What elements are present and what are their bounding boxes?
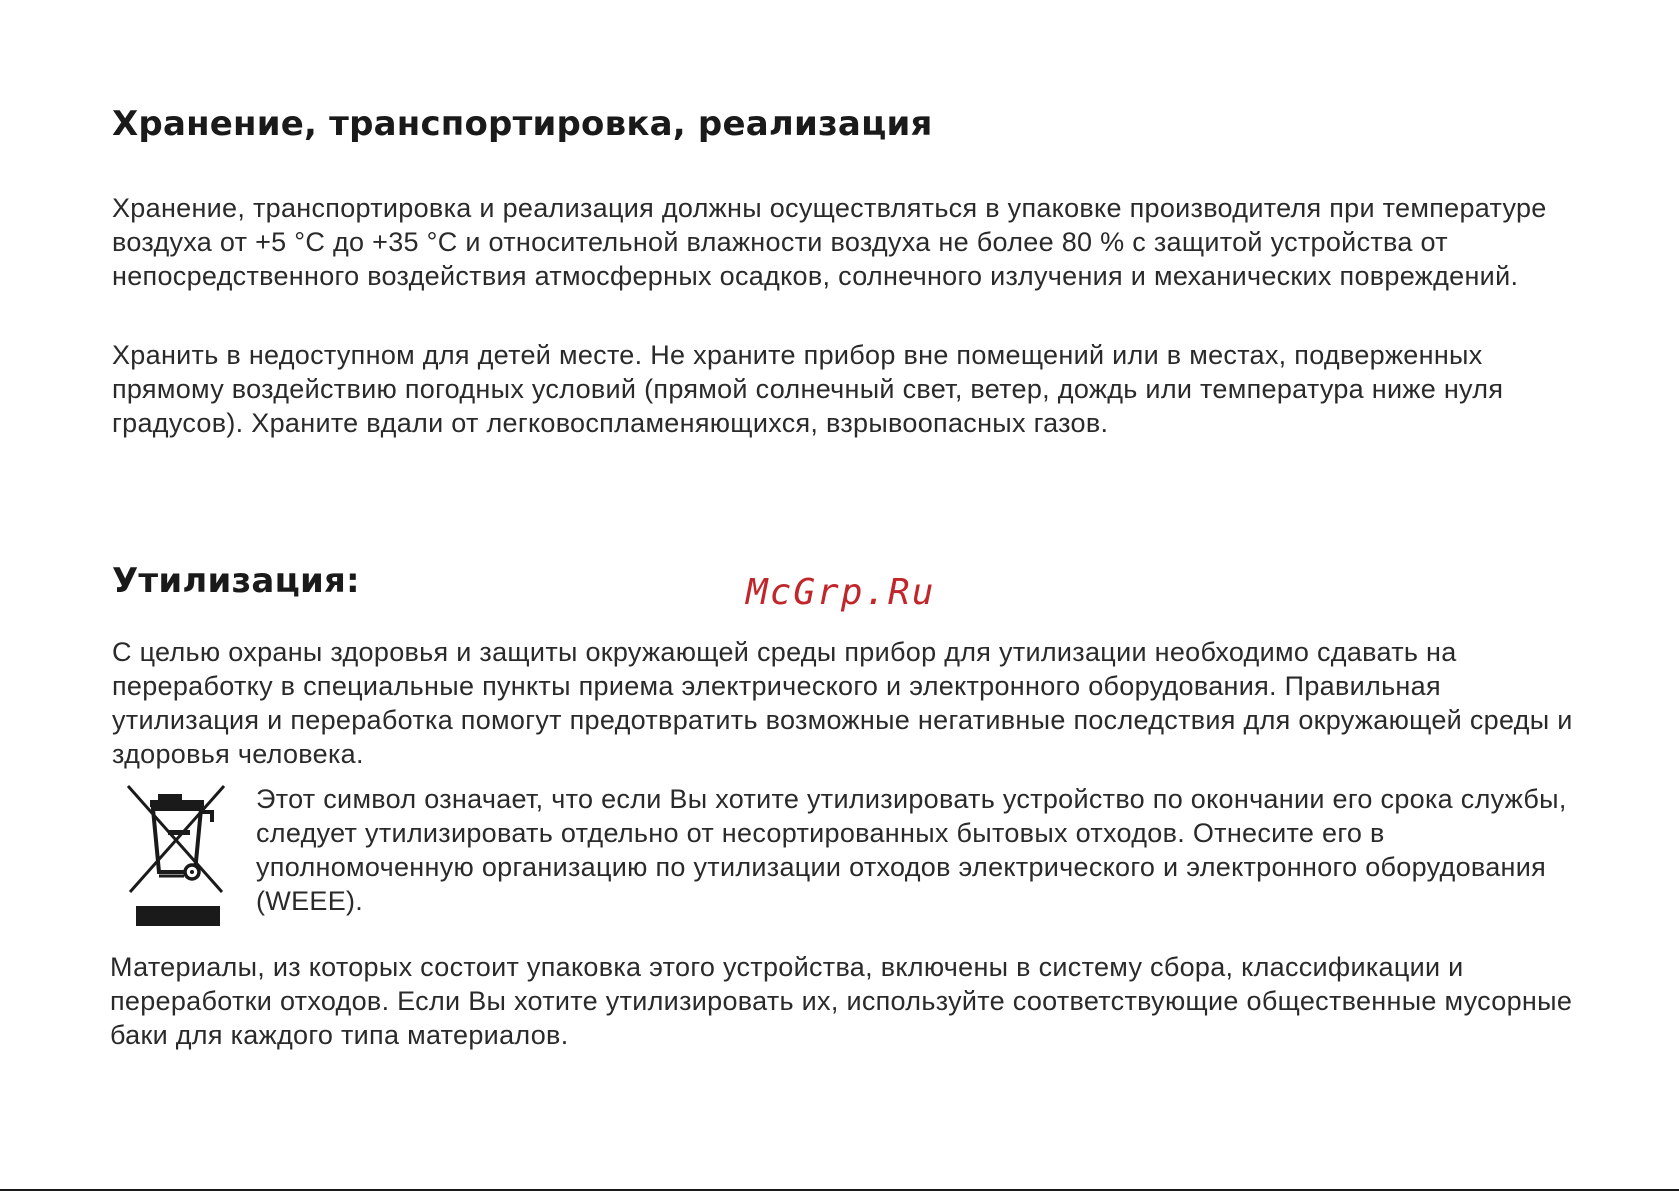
weee-symbol-explanation: Этот символ означает, что если Вы хотите утилизировать устройство по окончании его срока службы, следует утилизировать отдельно от несортированных бытовых отходов. Отнесите его в уполномоченную организацию по утилизации отходов электрического и электронного оборудования (WEEE).: [256, 784, 1567, 916]
crossed-out-wheelie-bin-icon: [122, 780, 232, 930]
disposal-paragraph-packaging: Материалы, из которых состоит упаковка этого устройства, включены в систему сбора, классификации и переработки отходов. Если Вы хотите утилизировать их, используйте соответствующие общественные мусорные баки для каждого типа материалов.: [110, 952, 1573, 1050]
disposal-heading: Утилизация:: [112, 561, 360, 601]
storage-paragraph-conditions: Хранение, транспортировка и реализация должны осуществляться в упаковке производителя при температуре воздуха от +5 °C до +35 °C и относительной влажности воздуха не более 80 % с защитой устройства от непосредственного воздействия атмосферных осадков, солнечного излучения и механических повреждений.: [112, 193, 1547, 291]
watermark-text: McGrp.Ru: [746, 572, 936, 613]
storage-heading: Хранение, транспортировка, реализация: [112, 104, 933, 144]
disposal-paragraph-recycling: С целью охраны здоровья и защиты окружающей среды прибор для утилизации необходимо сдавать на переработку в специальные пункты приема электрического и электронного оборудования. Правильная утилизация и переработка помогут предотвратить возможные негативные последствия для окружающей среды и здоровья человека.: [112, 637, 1573, 769]
storage-paragraph-safety: Хранить в недоступном для детей месте. Не храните прибор вне помещений или в местах, подверженных прямому воздействию погодных условий (прямой солнечный свет, ветер, дождь или температура ниже нуля градусов). Храните вдали от легковоспламеняющихся, взрывоопасных газов.: [112, 340, 1504, 438]
